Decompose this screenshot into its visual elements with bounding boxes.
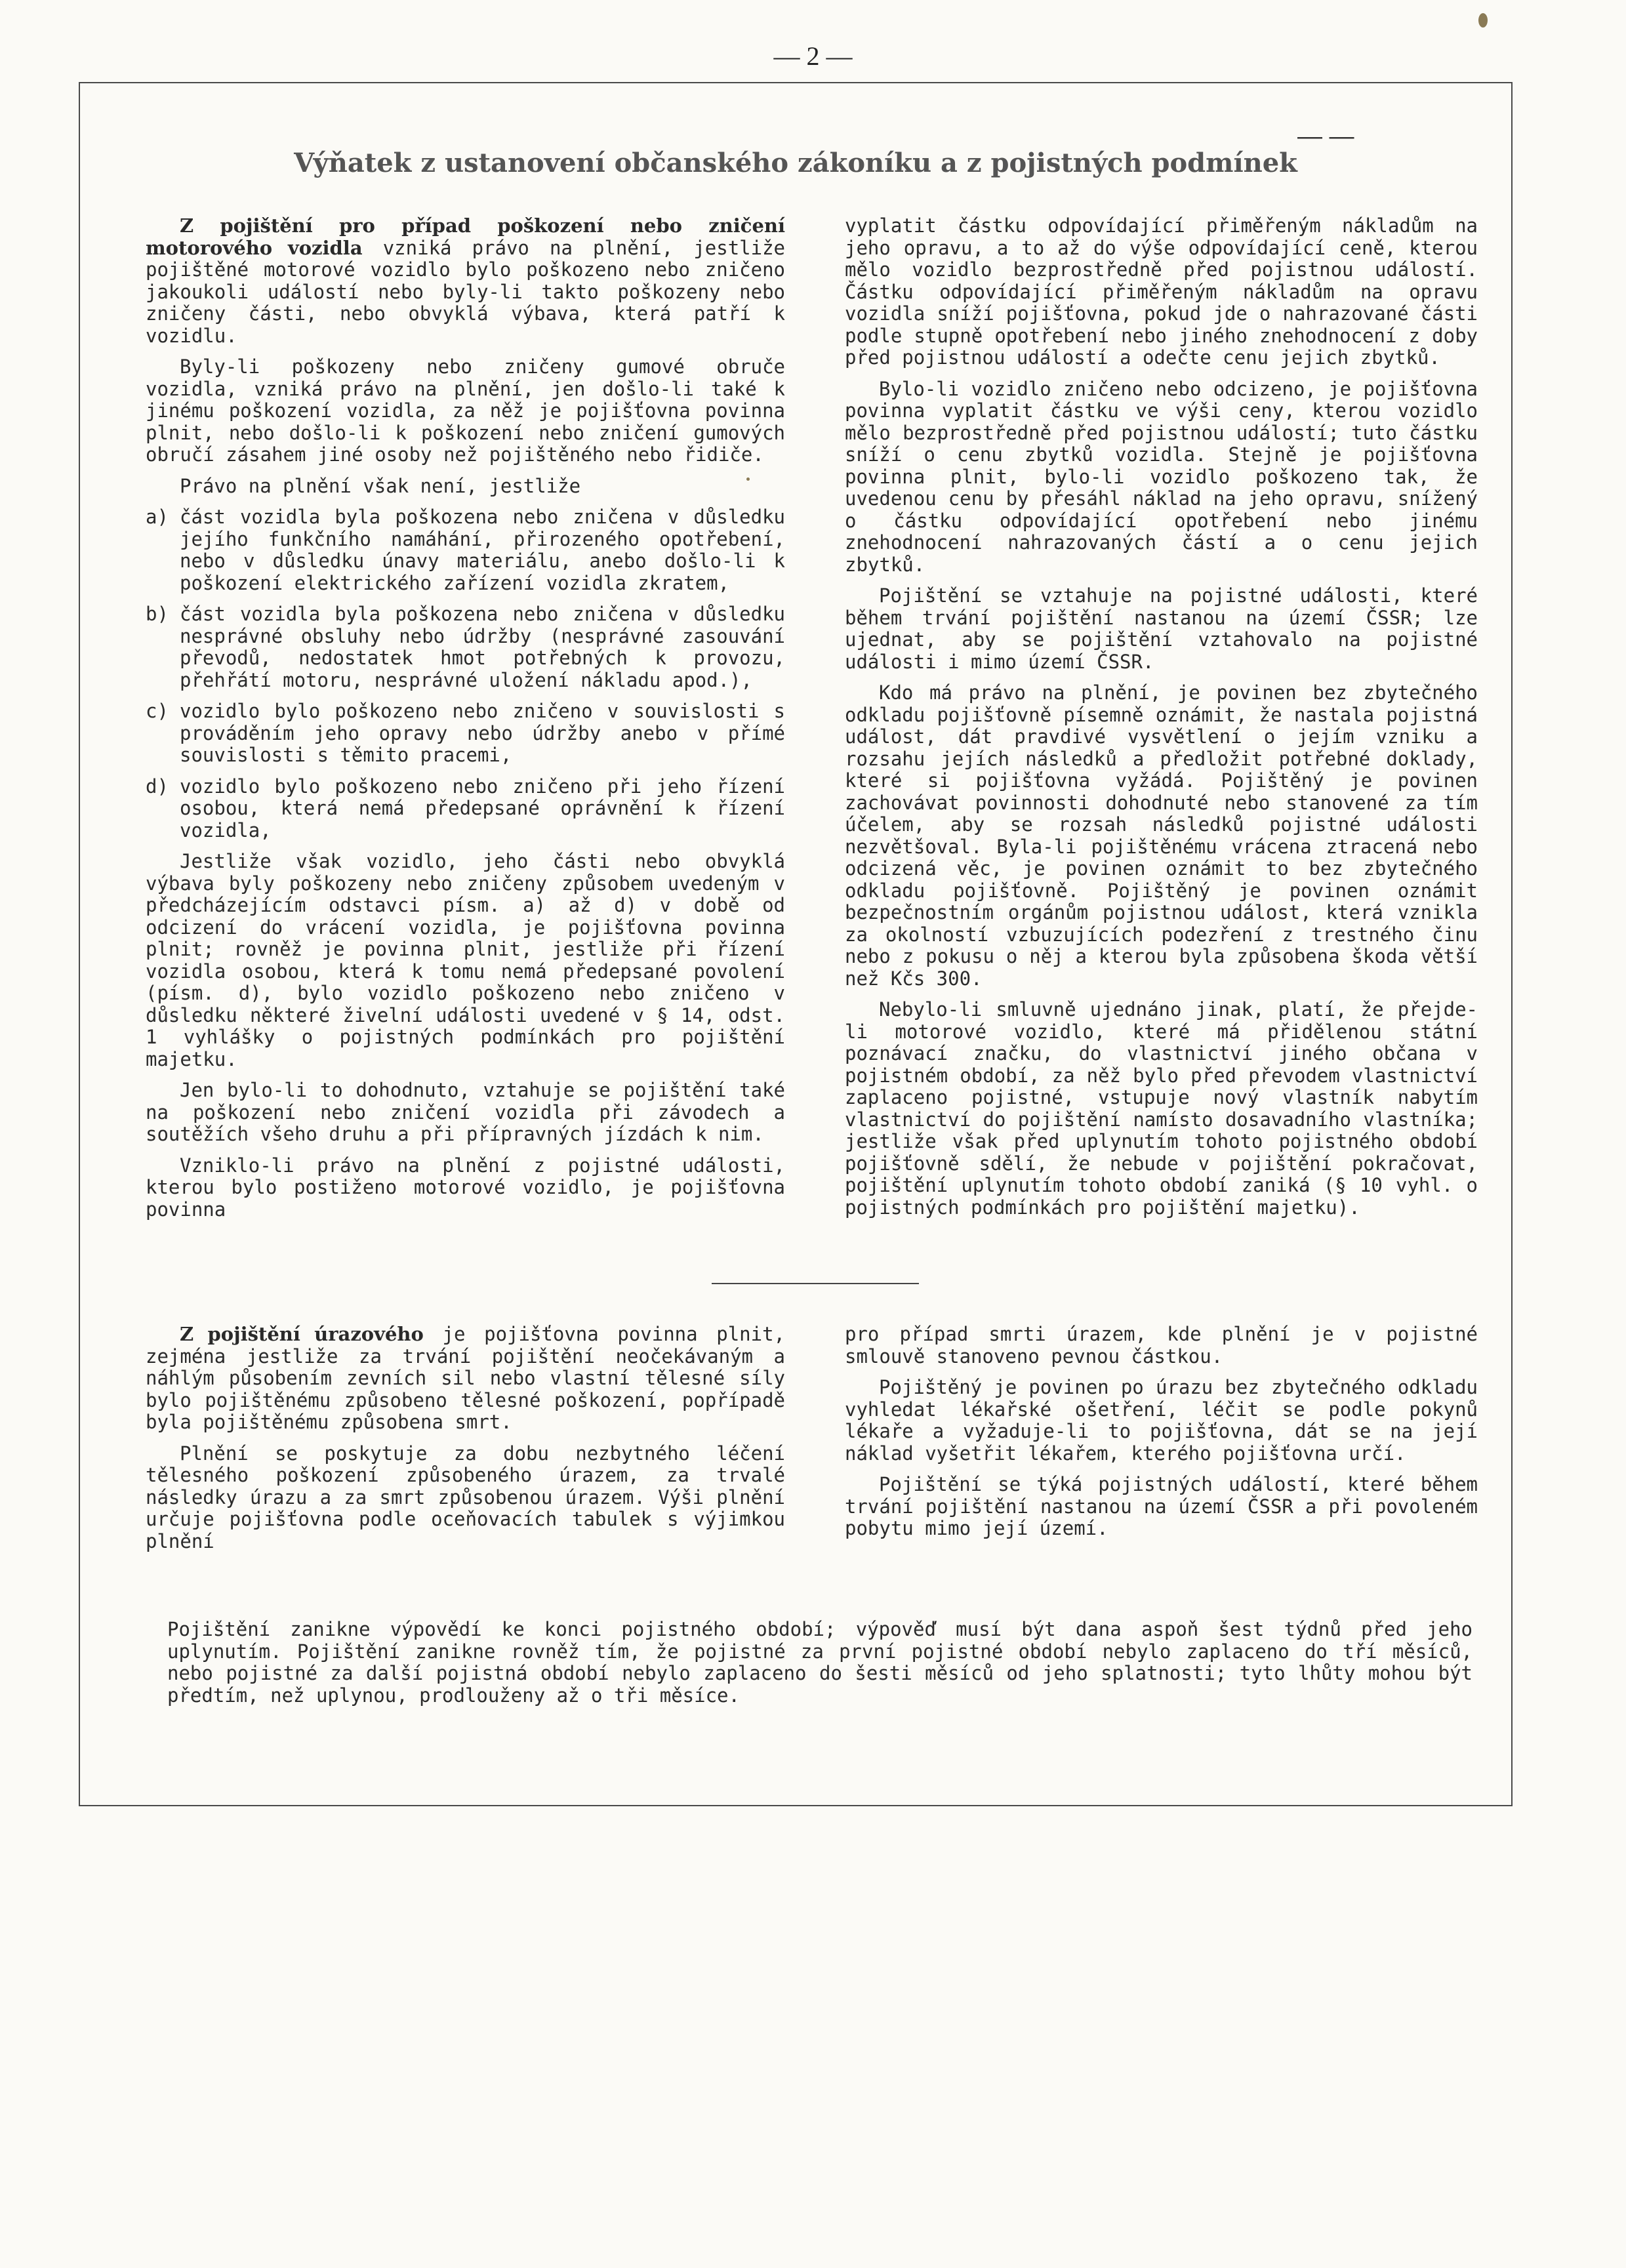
paragraph: Kdo má právo na plnění, je povinen bez zbytečného odkladu pojišťovně písemně oznámit, že nastala pojistná událost, dát pravdivé vysvětlení o jejím vzniku a rozsahu jejích následků a předložit potřebné doklady, které si pojišťovna vyžádá. Pojištěný je povinen zachovávat povinnosti dohodnuté nebo stanovené za tím účelem, aby se rozsah následků pojistné události nezvětšoval. Byla-li pojištěnému vrácena ztracená nebo odcizená věc, je povinen oznámit to bez zbytečného odkladu pojišťovně. Pojištěný je povinen oznámit bezpečnostním orgánům pojistnou událost, která vznikla za okolností vzbuzujících podezření z trestného činu nebo z pokusu o něj a kterou byla způsobena škoda větší než Kčs 300. <box>845 681 1478 990</box>
paragraph: Vzniklo-li právo na plnění z pojistné události, kterou bylo postiženo motorové vozidlo, je pojišťovna povinna <box>146 1154 785 1221</box>
paper-speck <box>1478 13 1488 28</box>
paragraph-lead: Z pojištění úrazového <box>180 1323 424 1345</box>
page-number: — 2 — <box>773 41 853 71</box>
list-item-text: vozidlo bylo poškozeno nebo zničeno v souvislosti s prováděním jeho opravy nebo údržby anebo v přímé souvislosti s těmito pracemi, <box>180 700 785 766</box>
paragraph: Pojištěný je povinen po úrazu bez zbytečného odkladu vyhledat lékařské ošetření, léčit se podle pokynů lékaře a vyžaduje-li to pojišťovna, dát se na její náklad vyšetřit lékařem, kterého pojišťovna určí. <box>845 1376 1478 1465</box>
dash-mark: — — <box>1297 123 1354 150</box>
list-item-label: d) <box>146 775 169 798</box>
list-item-label: c) <box>146 700 169 722</box>
list-item <box>146 700 785 767</box>
paragraph: vyplatit částku odpovídající přiměřeným nákladům na jeho opravu, a to až do výše odpovídající ceně, kterou mělo vozidlo bezprostředně před pojistnou událostí. Částku odpovídající přiměřeným nákladům na opravu vozidla sníží pojišťovna, pokud jde o nahrazované části podle stupně opotřebení nebo jiného znehodnocení z doby před pojistnou událostí a odečte cenu jejich zbytků. <box>845 214 1478 369</box>
paragraph: Jen bylo-li to dohodnuto, vztahuje se pojištění také na poškození nebo zničení vozidla při závodech a soutěžích všeho druhu a při přípravných jízdách k nim. <box>146 1079 785 1145</box>
paragraph: Bylo-li vozidlo zničeno nebo odcizeno, je pojišťovna povinna vyplatit částku ve výši ceny, kterou vozidlo mělo bezprostředně před pojistnou událostí; tuto částku sníží o cenu zbytků vozidla. Stejně je pojišťovna povinna plnit, bylo-li vozidlo poškozeno tak, že uvedenou cenu by přesáhl náklad na jeho opravu, snížený o částku odpovídající opotřebení nebo jinému znehodnocení nahrazovaných částí a o cenu jejich zbytků. <box>845 377 1478 576</box>
paragraph: pro případ smrti úrazem, kde plnění je v pojistné smlouvě stanoveno pevnou částkou. <box>845 1323 1478 1367</box>
list-item <box>146 603 785 691</box>
paragraph: Nebylo-li smluvně ujednáno jinak, platí, že přejde-li motorové vozidlo, které má přidělenou státní poznávací značku, do vlastnictví jiného občana v pojistném období, za něž bylo před převodem vlastnictví zaplaceno pojistné, vstupuje nový vlastník nabytím vlastnictví do pojištění namísto dosavadního vlastníka; jestliže však před uplynutím tohoto pojistného období pojišťovně sdělí, že nebude v pojištění pokračovat, pojištění uplynutím tohoto období zaniká (§ 10 vyhl. o pojistných podmínkách pro pojištění majetku). <box>845 998 1478 1219</box>
paragraph: Pojištění zanikne výpovědí ke konci pojistného období; výpověď musí být dana aspoň šest týdnů před jeho uplynutím. Pojištění zanikne rovněž tím, že pojistné za první pojistné období nebylo zaplaceno do tří měsíců, nebo pojistné za další pojistná období nebylo zaplaceno do šesti měsíců od jeho splatnosti; tyto lhůty mohou být předtím, než uplynou, prodlouženy až o tři měsíce. <box>167 1618 1473 1707</box>
paragraph <box>146 1324 785 1434</box>
list-item-text: část vozidla byla poškozena nebo zničena v důsledku nesprávné obsluhy nebo údržby (nesprávné zasouvání převodů, nedostatek hmot potřebných k provozu, přehřátí motoru, nesprávné uložení nákladu apod.), <box>180 603 785 691</box>
paragraph <box>146 215 785 347</box>
list-item-text: část vozidla byla poškozena nebo zničena v důsledku jejího funkčního namáhání, přirozeného opotřebení, nebo v důsledku únavy materiálu, anebo došlo-li k poškození elektrického zařízení vozidla zkratem, <box>180 506 785 594</box>
vehicle-insurance-right-column <box>845 215 1478 1228</box>
list-item-label: a) <box>146 506 169 528</box>
paragraph: Byly-li poškozeny nebo zničeny gumové obruče vozidla, vzniká právo na plnění, jen došlo-li také k jinému poškození vozidla, za něž je pojišťovna povinna plnit, nebo došlo-li k poškození nebo zničení gumových obručí zásahem jiné osoby než pojištěného nebo řidiče. <box>146 355 785 466</box>
accident-insurance-right-column <box>845 1324 1478 1549</box>
paragraph: Pojištění se vztahuje na pojistné události, které během trvání pojištění nastanou na území ČSSR; lze ujednat, aby se pojištění vztahovalo na pojistné události i mimo území ČSSR. <box>845 584 1478 673</box>
vehicle-insurance-left-column <box>146 215 785 1230</box>
paragraph: Právo na plnění však není, jestliže <box>180 474 581 497</box>
paragraph-text: vzniká právo na plnění, jestliže pojištěné motorové vozidlo bylo poškozeno nebo zničeno jakoukoli událostí nebo byly-li takto poškozeny nebo zničeny části, nebo obvyklá výbava, která patří k vozidlu. <box>146 236 785 347</box>
paragraph-text: je pojišťovna povinna plnit, zejména jestliže za trvání pojištění neočekávaným a náhlým působením zevních sil nebo vlastní tělesné síly bylo pojištěnému způsobeno tělesné poškození, popřípadě byla pojištěnému způsobena smrt. <box>146 1323 786 1433</box>
termination-paragraph <box>167 1619 1473 1707</box>
paragraph: Pojištění se týká pojistných událostí, které během trvání pojištění nastanou na území ČSSR a při povoleném pobytu mimo její území. <box>845 1473 1478 1539</box>
list-item <box>146 506 785 594</box>
paragraph-lead: Z pojištění pro případ poškození nebo zničení motorového vozidla <box>146 214 785 259</box>
paragraph: Plnění se poskytuje za dobu nezbytného léčení tělesného poškození způsobeného úrazem, za trvalé následky úrazu a za smrt způsobenou úrazem. Výši plnění určuje pojišťovna podle oceňovacích tabulek s výjimkou plnění <box>146 1442 785 1552</box>
accident-insurance-left-column <box>146 1324 785 1562</box>
paper-speck <box>746 477 750 481</box>
section-separator <box>712 1283 919 1284</box>
list-item-label: b) <box>146 603 169 625</box>
list-item-text: vozidlo bylo poškozeno nebo zničeno při jeho řízení osobou, která nemá předepsané oprávnění k řízení vozidla, <box>180 775 785 841</box>
document-title: Výňatek z ustanovení občanského zákoníku a z pojistných podmínek <box>294 148 1297 178</box>
list-item <box>146 776 785 842</box>
paragraph: Jestliže však vozidlo, jeho části nebo obvyklá výbava byly poškozeny nebo zničeny způsobem uvedeným v předcházejícím odstavci písm. a) až d) v době od odcizení do vrácení vozidla, je pojišťovna povinna plnit; rovněž je povinna plnit, jestliže při řízení vozidla osobou, která k tomu nemá předepsané povolení (písm. d), bylo vozidlo poškozeno nebo zničeno v důsledku některé živelní události uvedené v § 14, odst. 1 vyhlášky o pojistných podmínkách pro pojištění majetku. <box>146 850 785 1070</box>
